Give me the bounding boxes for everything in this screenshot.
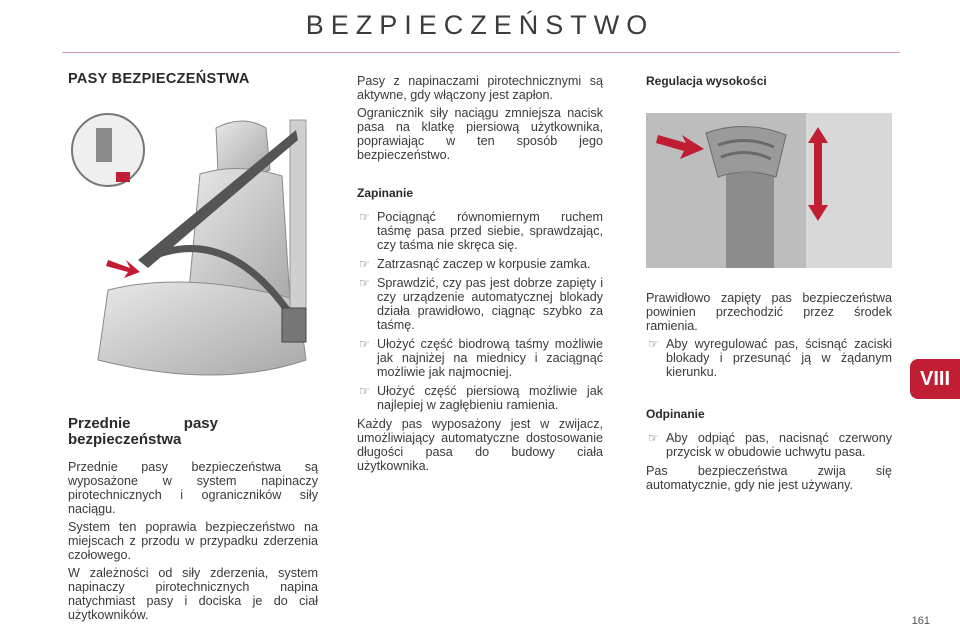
list-item: ☞ Aby odpiąć pas, nacisnąć czerwony przycisk w obudowie uchwytu pasa. bbox=[648, 431, 892, 459]
pointing-hand-icon: ☞ bbox=[648, 337, 659, 351]
detail-red-button bbox=[116, 172, 130, 182]
list-item: ☞ Pociągnąć równomiernym ruchem taśmę pasa przed siebie, sprawdzając, czy taśma nie skręca się. bbox=[359, 210, 603, 252]
paragraph: Przednie pasy bezpieczeństwa są wyposażone w system napinaczy pirotechnicznych i ograniczników siły naciągu. bbox=[68, 460, 318, 516]
column-right-text bbox=[646, 291, 892, 496]
section-heading: PASY BEZPIECZEŃSTWA bbox=[68, 71, 250, 87]
pointing-hand-icon: ☞ bbox=[359, 276, 370, 290]
list-item: ☞ Sprawdzić, czy pas jest dobrze zapięty i czy urządzenie automatycznej blokady działa prawidłowo, ciągnąc szybko za taśmę. bbox=[359, 276, 603, 332]
paragraph: Każdy pas wyposażony jest w zwijacz, umożliwiający automatyczne dostosowanie długości pasa do budowy ciała użytkownika. bbox=[357, 417, 603, 473]
fastening-steps bbox=[357, 210, 603, 412]
belt-webbing bbox=[726, 173, 774, 268]
column-right-top bbox=[646, 74, 892, 88]
detail-latch bbox=[96, 128, 112, 162]
column-middle bbox=[357, 74, 603, 477]
page-number: 161 bbox=[911, 615, 930, 627]
subsection-heading: Przednie pasy bezpieczeństwa bbox=[68, 415, 218, 448]
release-steps bbox=[646, 431, 892, 459]
pointing-hand-icon: ☞ bbox=[359, 257, 370, 271]
page-title: BEZPIECZEŃSTWO bbox=[305, 10, 655, 40]
list-item: ☞ Ułożyć część biodrową taśmy możliwie jak najniżej na miednicy i zaciągnąć możliwie jak najmocniej. bbox=[359, 337, 603, 379]
list-item: ☞ Zatrzasnąć zaczep w korpusie zamka. bbox=[359, 257, 591, 271]
pointing-hand-icon: ☞ bbox=[648, 431, 659, 445]
height-adjust-heading: Regulacja wysokości bbox=[646, 74, 767, 88]
column-left bbox=[68, 72, 324, 86]
belt-buckle bbox=[282, 308, 306, 342]
pointing-hand-icon: ☞ bbox=[359, 337, 370, 351]
pointing-hand-icon: ☞ bbox=[359, 210, 370, 224]
seat-belt-illustration bbox=[68, 110, 324, 400]
pointing-hand-icon: ☞ bbox=[359, 384, 370, 398]
paragraph: System ten poprawia bezpieczeństwo na miejscach z przodu w przypadku zderzenia czołowego. bbox=[68, 520, 318, 562]
paragraph: Ogranicznik siły naciągu zmniejsza nacisk pasa na klatkę piersiową użytkownika, poprawiając w ten sposób jego bezpieczeństwo. bbox=[357, 106, 603, 162]
paragraph: W zależności od siły zderzenia, system napinaczy pirotechnicznych napina natychmiast pasy i dociska je do ciał użytkowników. bbox=[68, 566, 318, 622]
release-heading: Odpinanie bbox=[646, 407, 705, 421]
b-pillar bbox=[290, 120, 306, 330]
fastening-heading: Zapinanie bbox=[357, 186, 414, 200]
paragraph: Pasy z napinaczami pirotechnicznymi są aktywne, gdy włączony jest zapłon. bbox=[357, 74, 603, 102]
height-steps bbox=[646, 337, 892, 379]
paragraph: Pas bezpieczeństwa zwija się automatycznie, gdy nie jest używany. bbox=[646, 464, 892, 492]
list-item: ☞ Aby wyregulować pas, ścisnąć zaciski blokady i przesunąć ją w żądanym kierunku. bbox=[648, 337, 892, 379]
height-adjust-illustration bbox=[646, 113, 892, 268]
column-left-text bbox=[68, 416, 318, 626]
list-item: ☞ Ułożyć część piersiową możliwie jak najlepiej w zagłębieniu ramienia. bbox=[359, 384, 603, 412]
paragraph: Prawidłowo zapięty pas bezpieczeństwa powinien przechodzić przez środek ramienia. bbox=[646, 291, 892, 333]
arrow-icon bbox=[106, 260, 140, 278]
chapter-tab: VIII bbox=[910, 359, 960, 399]
header-divider bbox=[62, 52, 900, 53]
